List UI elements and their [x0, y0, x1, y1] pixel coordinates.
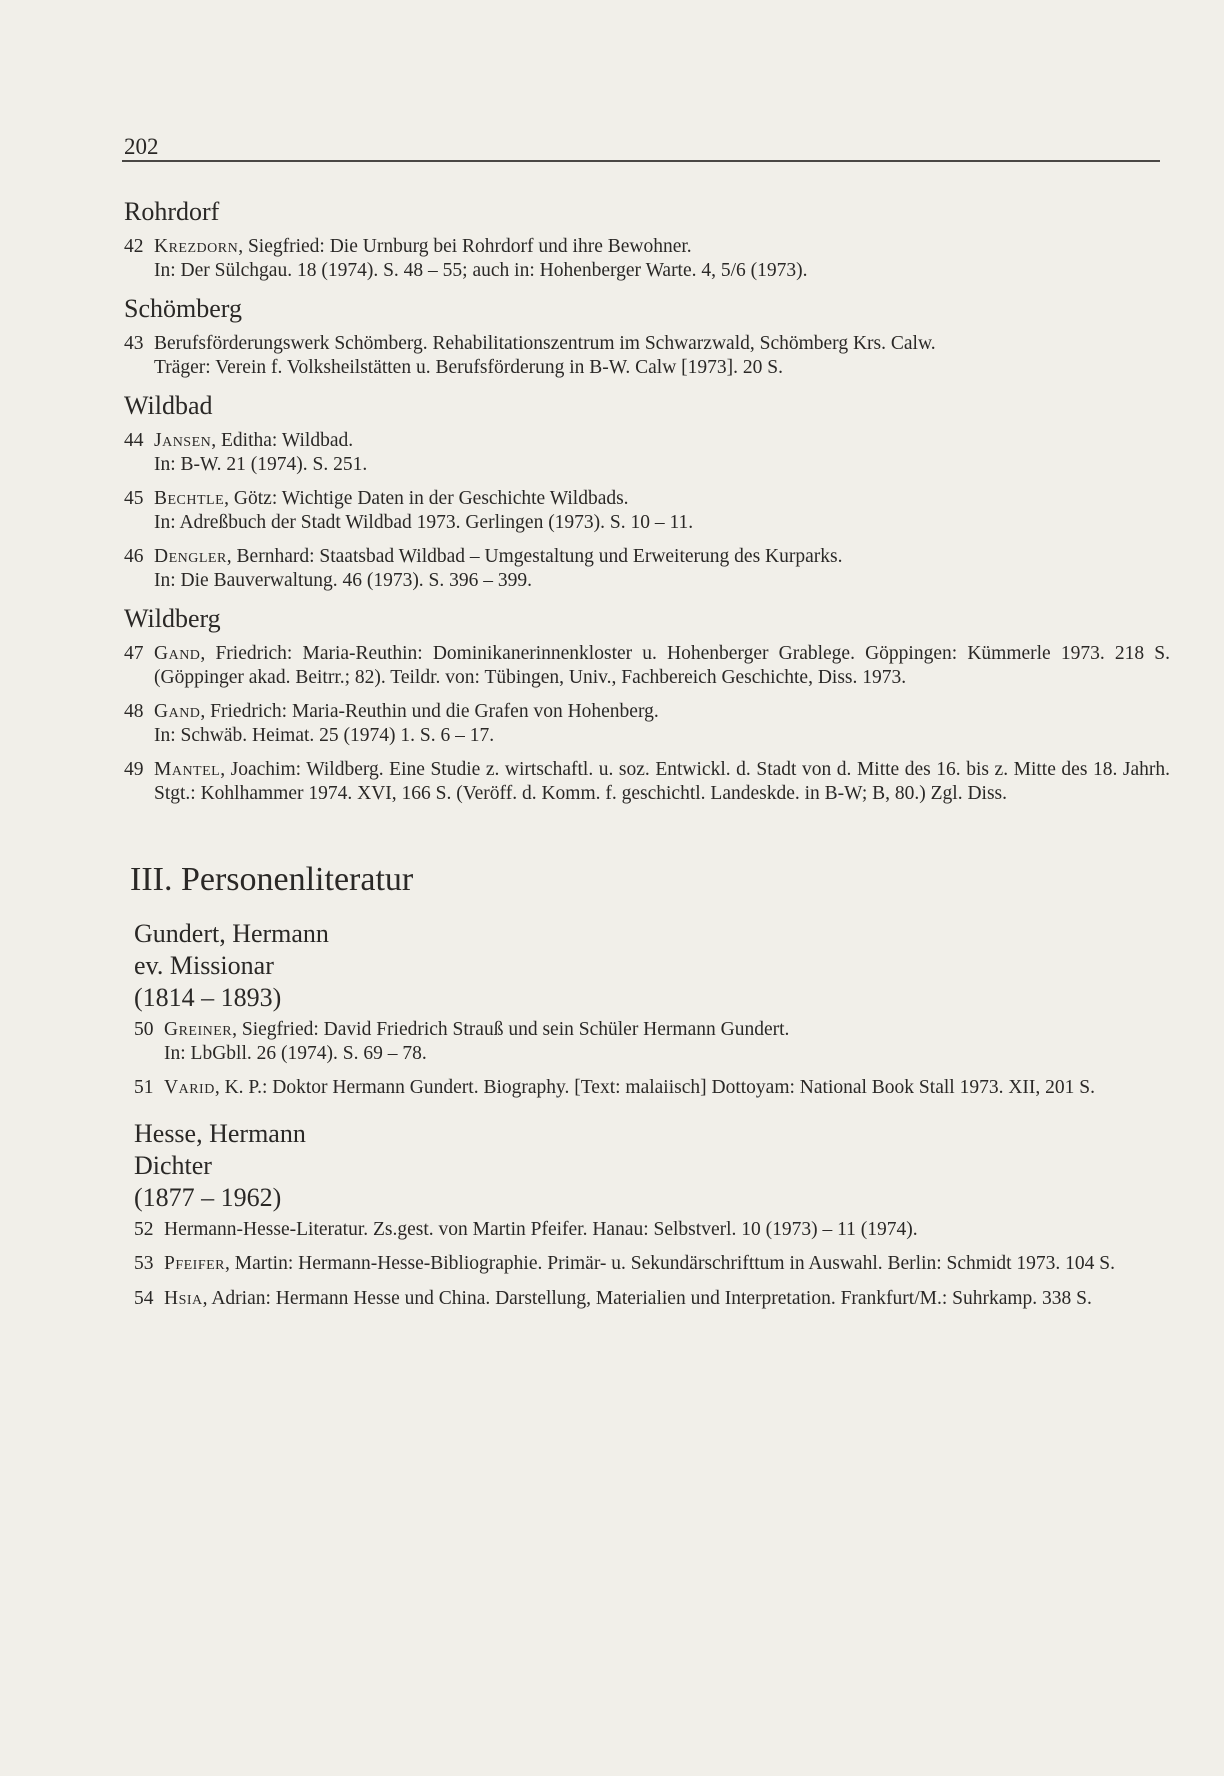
header-rule: [122, 160, 1160, 162]
section-heading: Wildbad: [124, 391, 213, 420]
entry-text: [154, 700, 1170, 747]
entry-title: , Götz: Wichtige Daten in der Geschichte Wildbads.: [224, 488, 629, 509]
person-role: ev. Missionar: [134, 951, 274, 980]
bibliography-entry: [134, 1252, 1170, 1276]
entry-title: , Editha: Wildbad.: [211, 430, 354, 451]
person-section: [124, 1118, 1170, 1311]
bibliography-entry: [124, 429, 1170, 476]
entry-number: 51: [134, 1077, 154, 1098]
entry-citation: [164, 1018, 1170, 1042]
entry-citation: [154, 758, 1170, 805]
entry-text: [154, 545, 1170, 592]
person-name: Hesse, Hermann: [134, 1118, 306, 1148]
entry-author: Gand: [154, 701, 201, 722]
entry-author: Hsia: [164, 1287, 203, 1309]
place-section: [124, 293, 1170, 379]
entry-title: , Friedrich: Maria-Reuthin: Dominikanerinnenkloster u. Hohenberger Grablege. Göppingen: Kümmerle 1973. 218 S. (Göppinger akad. Beitrr.; 82). Teildr. von: Tübingen, Univ., Fachbereich Geschichte, Diss. 1973.: [154, 643, 1170, 688]
entry-number: 48: [124, 701, 144, 722]
entry-title: Berufsförderungswerk Schömberg. Rehabilitationszentrum im Schwarzwald, Schömberg Krs. Calw.: [154, 333, 936, 354]
person-heading: [134, 1118, 1170, 1214]
person-dates: (1877 – 1962): [134, 1182, 282, 1212]
bibliography-entry: [124, 758, 1170, 805]
entry-author: Jansen: [154, 430, 212, 451]
entry-citation: [154, 642, 1170, 689]
entry-author: Pfeifer: [164, 1253, 226, 1274]
person-section: [124, 918, 1170, 1100]
entry-title: , Friedrich: Maria-Reuthin und die Grafen von Hohenberg.: [200, 701, 659, 722]
section-heading: Schömberg: [124, 294, 242, 323]
bibliography-entry: [134, 1018, 1170, 1065]
entry-author: Bechtle: [154, 488, 225, 509]
bibliography-entry: [124, 642, 1170, 689]
person-name: Gundert, Hermann: [134, 919, 329, 948]
entry-text: [154, 235, 1170, 282]
entry-title: , Martin: Hermann-Hesse-Bibliographie. Primär- u. Sekundärschrifttum in Auswahl. Berlin: Schmidt 1973. 104 S.: [225, 1253, 1116, 1274]
entry-source: In: Adreßbuch der Stadt Wildbad 1973. Gerlingen (1973). S. 10 – 11.: [154, 511, 694, 533]
section-heading: Rohrdorf: [124, 197, 220, 226]
entry-citation: [154, 235, 1170, 259]
entry-author: Greiner: [164, 1019, 233, 1040]
entry-author: Mantel: [154, 759, 221, 780]
entry-title: , Siegfried: Die Urnburg bei Rohrdorf und ihre Bewohner.: [238, 236, 692, 257]
entry-text: [164, 1076, 1170, 1100]
bibliography-entry: [124, 545, 1170, 592]
entry-citation: [154, 700, 1170, 724]
entry-number: 47: [124, 643, 144, 664]
entry-text: [164, 1018, 1170, 1065]
entry-citation: [154, 429, 1170, 453]
entry-citation: [164, 1252, 1170, 1276]
place-section: [124, 603, 1170, 805]
page-content: [124, 196, 1170, 1321]
entry-citation: [154, 487, 1170, 511]
entry-text: [164, 1218, 1170, 1242]
bibliography-entry: [124, 332, 1170, 379]
entry-number: 42: [124, 236, 144, 257]
entry-citation: [164, 1287, 1170, 1311]
bibliography-entry: [134, 1287, 1170, 1311]
entry-source: In: Schwäb. Heimat. 25 (1974) 1. S. 6 – 17.: [154, 724, 495, 746]
entry-author: Dengler: [154, 546, 227, 567]
entry-text: [154, 642, 1170, 689]
entry-source: In: LbGbll. 26 (1974). S. 69 – 78.: [164, 1042, 427, 1064]
entry-text: [154, 332, 1170, 379]
entry-number: 46: [124, 546, 144, 567]
entry-text: [154, 758, 1170, 805]
person-dates: (1814 – 1893): [134, 983, 282, 1012]
part-heading: III. Personenliteratur: [130, 861, 414, 898]
entry-author: Gand: [154, 643, 201, 664]
section-heading: Wildberg: [124, 604, 221, 633]
entry-title: , Siegfried: David Friedrich Strauß und sein Schüler Hermann Gundert.: [232, 1019, 790, 1040]
entry-title: Hermann-Hesse-Literatur. Zs.gest. von Martin Pfeifer. Hanau: Selbstverl. 10 (1973) – 11 (1974).: [164, 1218, 918, 1240]
entry-source: In: Die Bauverwaltung. 46 (1973). S. 396 – 399.: [154, 569, 533, 591]
entry-number: 49: [124, 759, 144, 780]
entry-number: 50: [134, 1019, 154, 1040]
entry-number: 54: [134, 1287, 154, 1309]
bibliography-entry: [134, 1076, 1170, 1100]
entry-number: 44: [124, 430, 144, 451]
place-section: [124, 196, 1170, 282]
bibliography-entry: [124, 700, 1170, 747]
entry-title: , Joachim: Wildberg. Eine Studie z. wirtschaftl. u. soz. Entwickl. d. Stadt von d. Mitte des 16. bis z. Mitte des 18. Jahrh. Stgt.: Kohlhammer 1974. XVI, 166 S. (Veröff. d. Komm. f. geschichtl. Landeskde. in B-W; B, 80.) Zgl. Diss.: [154, 759, 1170, 804]
entry-citation: [154, 545, 1170, 569]
bibliography-entry: [134, 1218, 1170, 1242]
entry-title: , Adrian: Hermann Hesse und China. Darstellung, Materialien und Interpretation. Frankfurt/M.: Suhrkamp. 338 S.: [202, 1287, 1092, 1309]
entry-number: 43: [124, 333, 144, 354]
entry-author: Varid: [164, 1077, 215, 1098]
entry-author: Krezdorn: [154, 236, 239, 257]
place-section: [124, 390, 1170, 592]
entry-source: In: Der Sülchgau. 18 (1974). S. 48 – 55; auch in: Hohenberger Warte. 4, 5/6 (1973).: [154, 259, 808, 281]
entry-citation: [164, 1218, 1170, 1242]
entry-source: In: B-W. 21 (1974). S. 251.: [154, 453, 368, 475]
entry-citation: [154, 332, 1170, 356]
entry-title: , K. P.: Doktor Hermann Gundert. Biography. [Text: malaiisch] Dottoyam: National Book Stall 1973. XII, 201 S.: [214, 1077, 1095, 1098]
entry-text: [154, 429, 1170, 476]
entry-text: [164, 1287, 1170, 1311]
entry-text: [164, 1252, 1170, 1276]
person-role: Dichter: [134, 1150, 212, 1180]
entry-number: 52: [134, 1218, 154, 1240]
person-heading: [134, 918, 1170, 1014]
entry-citation: [164, 1076, 1170, 1100]
page-number: 202: [124, 134, 159, 159]
bibliography-entry: [124, 235, 1170, 282]
entry-number: 53: [134, 1253, 154, 1274]
entry-text: [154, 487, 1170, 534]
bibliography-entry: [124, 487, 1170, 534]
entry-number: 45: [124, 488, 144, 509]
entry-source: Träger: Verein f. Volksheilstätten u. Berufsförderung in B-W. Calw [1973]. 20 S.: [154, 356, 783, 378]
entry-title: , Bernhard: Staatsbad Wildbad – Umgestaltung und Erweiterung des Kurparks.: [226, 546, 843, 567]
